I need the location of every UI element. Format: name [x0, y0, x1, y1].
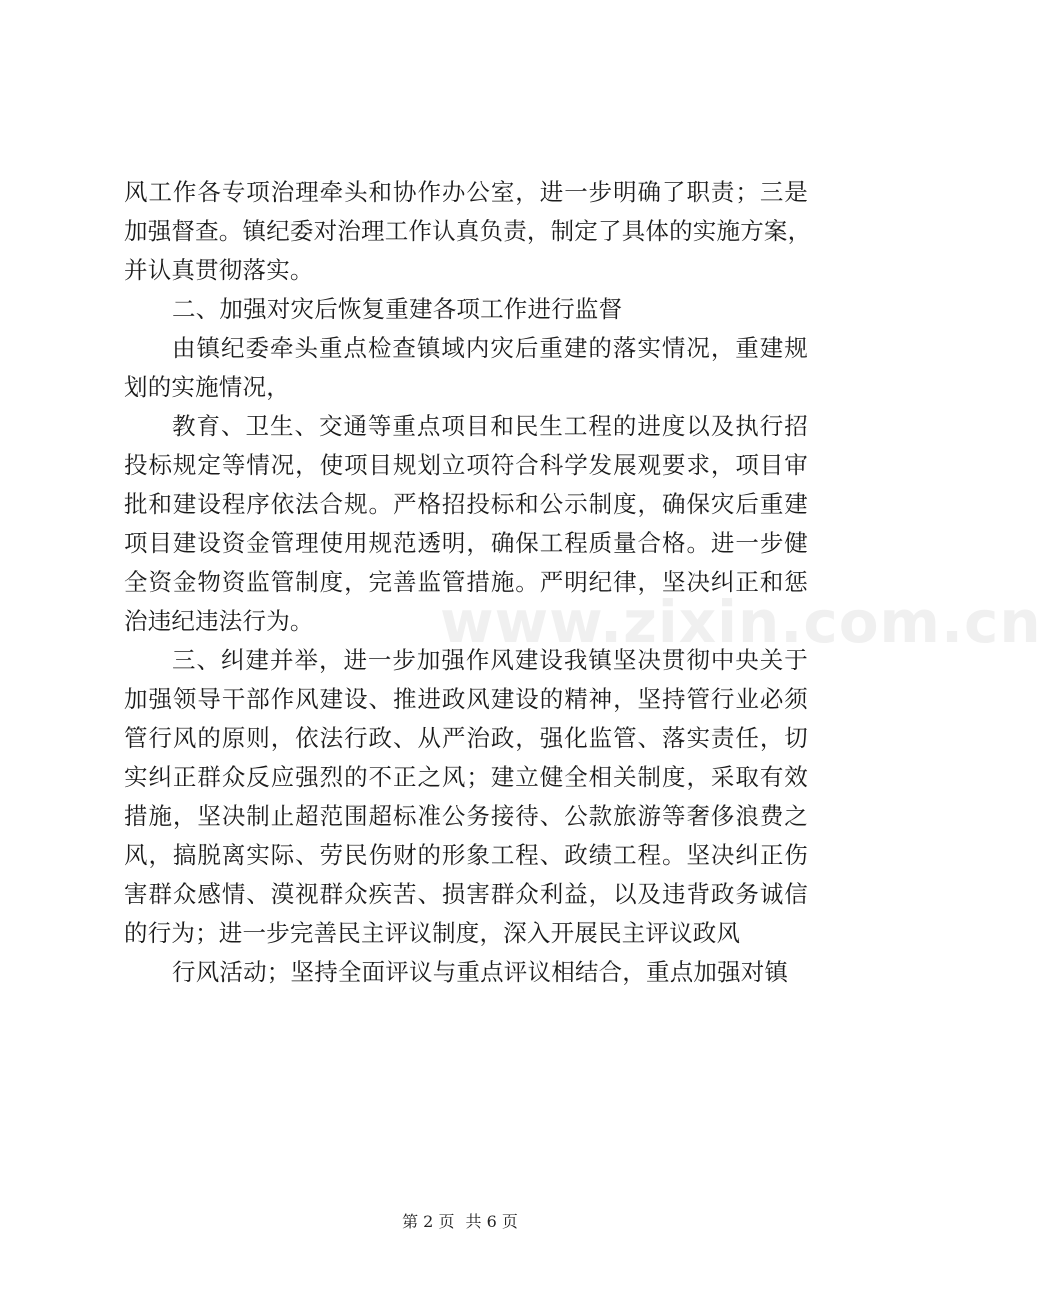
paragraph-line: 由镇纪委牵头重点检查镇域内灾后重建的落实情况，重建规: [172, 334, 808, 362]
paragraph-line: 管行风的原则，依法行政、从严治政，强化监管、落实责任，切: [124, 724, 808, 752]
paragraph-line: 项目建设资金管理使用规范透明，确保工程质量合格。进一步健: [124, 529, 808, 557]
paragraph-line: 二、加强对灾后恢复重建各项工作进行监督: [172, 295, 623, 323]
paragraph-line: 教育、卫生、交通等重点项目和民生工程的进度以及执行招: [172, 412, 808, 440]
paragraph-line: 措施，坚决制止超范围超标准公务接待、公款旅游等奢侈浪费之: [124, 802, 808, 830]
paragraph-line: 行风活动；坚持全面评议与重点评议相结合，重点加强对镇: [172, 958, 789, 986]
paragraph-line: 风，搞脱离实际、劳民伤财的形象工程、政绩工程。坚决纠正伤: [124, 841, 808, 869]
page-total: 共 6 页: [465, 1212, 518, 1231]
paragraph-line: 风工作各专项治理牵头和协作办公室，进一步明确了职责；三是: [124, 178, 808, 206]
paragraph-line: 投标规定等情况，使项目规划立项符合科学发展观要求，项目审: [124, 451, 808, 479]
paragraph-line: 治违纪违法行为。: [124, 607, 314, 635]
paragraph-line: 加强督查。镇纪委对治理工作认真负责，制定了具体的实施方案，: [124, 217, 812, 245]
page-number: 第 2 页: [402, 1212, 455, 1231]
paragraph-line: 害群众感情、漠视群众疾苦、损害群众利益，以及违背政务诚信: [124, 880, 808, 908]
paragraph-line: 批和建设程序依法合规。严格招投标和公示制度，确保灾后重建: [124, 490, 808, 518]
paragraph-line: 划的实施情况，: [124, 373, 290, 401]
watermark: www.zixin.com.cn: [440, 588, 1042, 656]
document-body: [124, 173, 812, 992]
paragraph-line: 全资金物资监管制度，完善监管措施。严明纪律，坚决纠正和惩: [124, 568, 808, 596]
page-footer: [0, 1209, 920, 1232]
paragraph-line: 的行为；进一步完善民主评议制度，深入开展民主评议政风: [124, 919, 741, 947]
paragraph-line: 实纠正群众反应强烈的不正之风；建立健全相关制度，采取有效: [124, 763, 808, 791]
paragraph-line: 三、纠建并举，进一步加强作风建设我镇坚决贯彻中央关于: [172, 646, 808, 674]
paragraph-line: 并认真贯彻落实。: [124, 256, 314, 284]
paragraph-line: 加强领导干部作风建设、推进政风建设的精神，坚持管行业必须: [124, 685, 808, 713]
